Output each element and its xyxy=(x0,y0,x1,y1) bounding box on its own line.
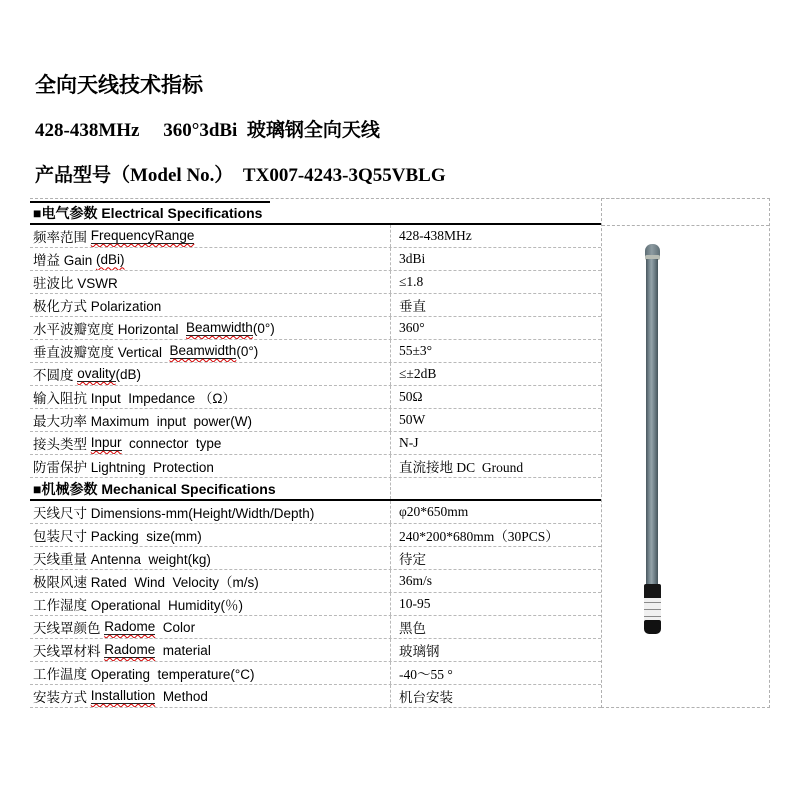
spec-value: 3dBi xyxy=(390,248,601,270)
spec-label xyxy=(30,662,390,684)
spec-value: ≤±2dB xyxy=(390,363,601,385)
spec-label xyxy=(30,386,390,408)
spec-row xyxy=(30,570,601,593)
antenna-base-bottom xyxy=(644,620,661,634)
spec-label xyxy=(30,271,390,293)
spec-label xyxy=(30,547,390,569)
model-number-line: 产品型号（Model No.） TX007-4243-3Q55VBLG xyxy=(35,165,446,186)
spec-row xyxy=(30,432,601,455)
spec-label-misspelled-word: Installution xyxy=(90,688,156,703)
spec-label-text: 不圆度 xyxy=(33,368,78,383)
spec-label xyxy=(30,501,390,523)
page-title: 全向天线技术指标 xyxy=(35,73,203,97)
spec-value: 玻璃钢 xyxy=(390,639,601,661)
spec-label-misspelled-word: Beamwidth xyxy=(169,343,237,358)
spec-value: 55±3° xyxy=(390,340,601,362)
spec-row xyxy=(30,455,601,478)
spec-label xyxy=(30,570,390,592)
spec-label-text: Color xyxy=(155,619,196,635)
spec-label xyxy=(30,524,390,546)
spec-label xyxy=(30,432,390,454)
spec-label-text: 增益 Gain xyxy=(33,253,97,268)
spec-row xyxy=(30,386,601,409)
spec-label-misspelled-word: Radome xyxy=(104,642,156,657)
spec-label xyxy=(30,317,390,339)
spec-label xyxy=(30,593,390,615)
spec-label-text: 安装方式 xyxy=(33,690,91,705)
spec-value: 10-95 xyxy=(390,593,601,615)
spec-value: -40～55 ° xyxy=(390,662,601,684)
spec-label-text: 接头类型 xyxy=(33,437,91,452)
spec-row xyxy=(30,593,601,616)
spec-value: 黑色 xyxy=(390,616,601,638)
section-header-label: ■电气参数 Electrical Specifications xyxy=(33,204,263,221)
spec-value: 50W xyxy=(390,409,601,431)
spec-row xyxy=(30,639,601,662)
spec-value: 垂直 xyxy=(390,294,601,316)
spec-row xyxy=(30,524,601,547)
spec-row xyxy=(30,363,601,386)
spec-label-text: 极化方式 Polarization xyxy=(33,299,162,314)
antenna-base-top xyxy=(644,584,661,598)
spec-row xyxy=(30,662,601,685)
spec-label-text: 天线罩颜色 xyxy=(33,621,105,636)
spec-value: 36m/s xyxy=(390,570,601,592)
spec-label xyxy=(30,248,390,270)
spec-label-text: 极限风速 Rated Wind Velocity（m/s) xyxy=(33,575,259,590)
spec-label-text: 工作温度 Operating temperature(°C) xyxy=(33,667,255,682)
spec-value: 428-438MHz xyxy=(390,225,601,247)
spec-value: 50Ω xyxy=(390,386,601,408)
section-header-row xyxy=(30,202,601,225)
spec-row xyxy=(30,685,601,708)
spec-value: 360° xyxy=(390,317,601,339)
spec-row xyxy=(30,409,601,432)
spec-row xyxy=(30,225,601,248)
spec-label-misspelled-word: Beamwidth xyxy=(186,320,253,335)
spec-label-text: material xyxy=(155,642,211,658)
spec-label-text: 水平波瓣宽度 Horizontal xyxy=(33,322,187,337)
spec-label xyxy=(30,340,390,362)
spec-label-text: Method xyxy=(155,688,208,704)
antenna-rod xyxy=(646,259,658,584)
spec-label-text: 驻波比 VSWR xyxy=(33,276,118,291)
page-subtitle: 428-438MHz 360°3dBi 玻璃钢全向天线 xyxy=(35,120,380,141)
antenna-image-cell xyxy=(601,198,770,708)
spec-row xyxy=(30,294,601,317)
spec-label-misspelled-word: FrequencyRange xyxy=(90,228,195,243)
spec-table xyxy=(30,202,601,708)
section-header-empty-value xyxy=(390,478,601,499)
spec-label-misspelled-word: (dBi) xyxy=(96,251,125,267)
spec-row xyxy=(30,547,601,570)
spec-row xyxy=(30,248,601,271)
spec-label-misspelled-word: ovality xyxy=(77,366,116,381)
spec-value: φ20*650mm xyxy=(390,501,601,523)
spec-label xyxy=(30,685,390,707)
spec-label xyxy=(30,225,390,247)
spec-label-text: 最大功率 Maximum input power(W) xyxy=(33,414,253,429)
spec-label-text: (dB) xyxy=(115,366,142,382)
spec-label-text: (0°) xyxy=(252,320,275,336)
spec-label-text: 频率范围 xyxy=(33,230,91,245)
spec-label xyxy=(30,455,390,477)
spec-value: 240*200*680mm（30PCS） xyxy=(390,524,601,546)
spec-label-text: 包装尺寸 Packing size(mm) xyxy=(33,529,202,544)
spec-label xyxy=(30,363,390,385)
spec-label xyxy=(30,616,390,638)
spec-value: 机台安装 xyxy=(390,685,601,707)
antenna-base-label xyxy=(644,598,661,620)
spec-label xyxy=(30,294,390,316)
spec-label-text: 工作湿度 Operational Humidity(％) xyxy=(33,598,244,613)
spec-row xyxy=(30,271,601,294)
spec-label-misspelled-word: Inpur xyxy=(90,435,122,450)
spec-value: N-J xyxy=(390,432,601,454)
spec-label-text: 天线罩材料 xyxy=(33,644,105,659)
spec-label-text: 天线重量 Antenna weight(kg) xyxy=(33,552,211,567)
spec-label xyxy=(30,409,390,431)
spec-row xyxy=(30,616,601,639)
spec-row xyxy=(30,340,601,363)
image-cell-divider xyxy=(602,225,769,226)
spec-row xyxy=(30,317,601,340)
antenna-photo xyxy=(644,244,661,634)
spec-label-text: 天线尺寸 Dimensions-mm(Height/Width/Depth) xyxy=(33,506,315,521)
spec-label-text: 输入阻抗 Input Impedance （Ω） xyxy=(33,391,236,406)
spec-row xyxy=(30,501,601,524)
spec-value: ≤1.8 xyxy=(390,271,601,293)
spec-label-misspelled-word: Radome xyxy=(104,619,156,634)
spec-label-text: 防雷保护 Lightning Protection xyxy=(33,460,214,475)
spec-label-text: 垂直波瓣宽度 Vertical xyxy=(33,345,170,360)
section-header-label: ■机械参数 Mechanical Specifications xyxy=(33,480,276,497)
spec-label-text: (0°) xyxy=(236,343,259,359)
section-header-row xyxy=(30,478,601,501)
spec-label-text: connector type xyxy=(121,435,222,451)
spec-label xyxy=(30,639,390,661)
spec-value: 待定 xyxy=(390,547,601,569)
spec-value: 直流接地 DC Ground xyxy=(390,455,601,477)
